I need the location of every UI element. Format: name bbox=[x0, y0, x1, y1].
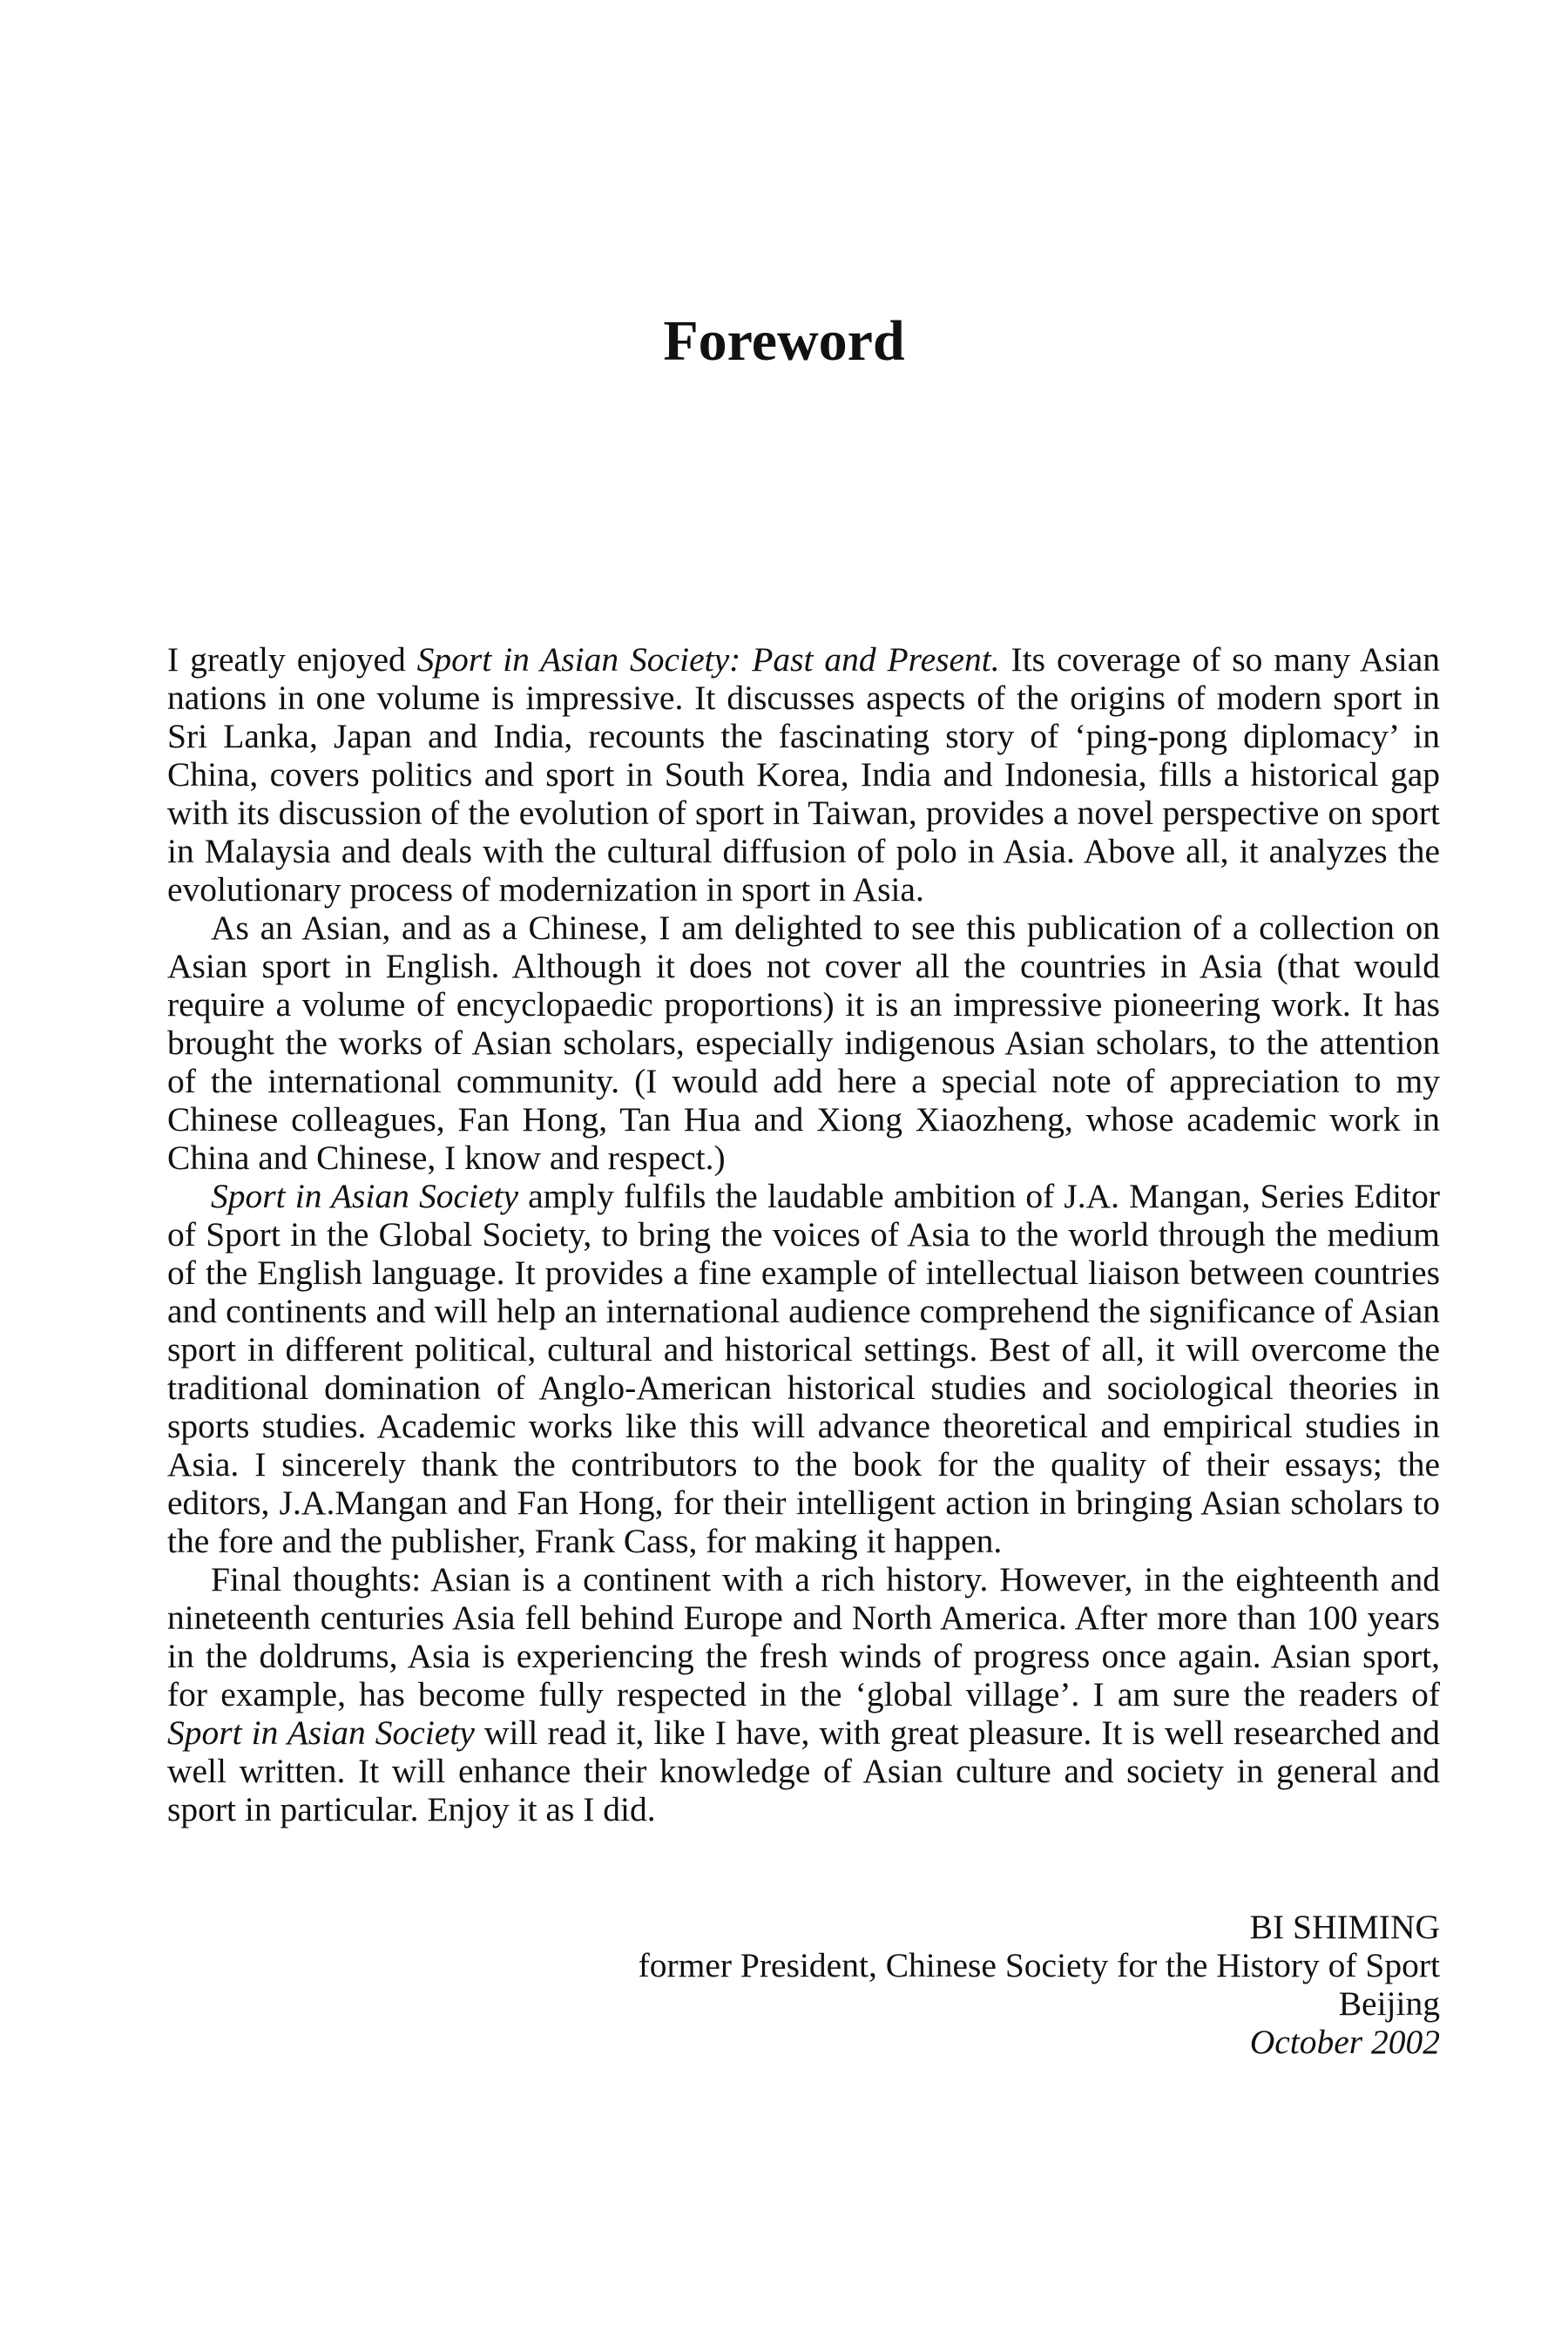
paragraph-1-text-a: I greatly enjoyed bbox=[167, 640, 417, 679]
date-italic: October 2002 bbox=[1249, 2023, 1440, 2061]
paragraph-4-text-c: will read it, like I have, with great pleasure. It is well researched and well written. It will enhance their knowledge of Asian culture and society in general and sport in particular. Enjoy it as I did. bbox=[167, 1713, 1440, 1828]
page-title: Foreword bbox=[663, 309, 905, 373]
author-role: former President, Chinese Society for the History of Sport bbox=[638, 1946, 1440, 1984]
paragraph-4 bbox=[167, 1560, 1440, 1828]
book-title-italic: Sport in Asian Society bbox=[211, 1177, 519, 1215]
paragraph-3 bbox=[167, 1177, 1440, 1560]
paragraph-1-text-c: Its coverage of so many Asian nations in one volume is impressive. It discusses aspects of the origins of modern sport in Sri Lanka, Japan and India, recounts the fascinating story of ‘ping-pong diplomacy’ in China, covers politics and sport in South Korea, India and Indonesia, fills a historical gap with its discussion of the evolution of sport in Taiwan, provides a novel perspective on sport in Malaysia and deals with the cultural diffusion of polo in Asia. Above all, it analyzes the evolutionary process of modernization in sport in Asia. bbox=[167, 640, 1441, 909]
paragraph-2: As an Asian, and as a Chinese, I am delighted to see this publication of a collection on Asian sport in English. Although it does not cover all the countries in Asia (that would require a volume of encyclopaedic proportions) it is an impressive pioneering work. It has brought the works of Asian scholars, especially indigenous Asian scholars, to the attention of the international community. (I would add here a special note of appreciation to my Chinese colleagues, Fan Hong, Tan Hua and Xiong Xiaozheng, whose academic work in China and Chinese, I know and respect.) bbox=[167, 909, 1440, 1177]
foreword-body bbox=[167, 640, 1440, 1828]
paragraph-3-text-b: amply fulfils the laudable ambition of J.A. Mangan, Series Editor of Sport in the Global Society, to bring the voices of Asia to the world through the medium of the English language. It provides a fine example of intellectual liaison between countries and continents and will help an international audience comprehend the significance of Asian sport in different political, cultural and historical settings. Best of all, it will overcome the traditional domination of Anglo-American historical studies and sociological theories in sports studies. Academic works like this will advance theoretical and empirical studies in Asia. I sincerely thank the contributors to the book for the quality of their essays; the editors, J.A.Mangan and Fan Hong, for their intelligent action in bringing Asian scholars to the fore and the publisher, Frank Cass, for making it happen. bbox=[167, 1177, 1440, 1560]
paragraph-4-text-a: Final thoughts: Asian is a continent with a rich history. However, in the eighteenth and nineteenth centuries Asia fell behind Europe and North America. After more than 100 years in the doldrums, Asia is experiencing the fresh winds of progress once again. Asian sport, for example, has become fully respected in the ‘global village’. I am sure the readers of bbox=[167, 1560, 1440, 1713]
author-date bbox=[167, 2023, 1440, 2061]
signature-block bbox=[167, 1908, 1440, 2061]
paragraph-1 bbox=[167, 640, 1440, 909]
book-title-italic: Sport in Asian Society bbox=[167, 1713, 475, 1752]
author-name: BI SHIMING bbox=[1249, 1908, 1440, 1946]
book-title-italic: Sport in Asian Society: Past and Present. bbox=[416, 640, 1000, 679]
author-city: Beijing bbox=[1338, 1984, 1440, 2023]
